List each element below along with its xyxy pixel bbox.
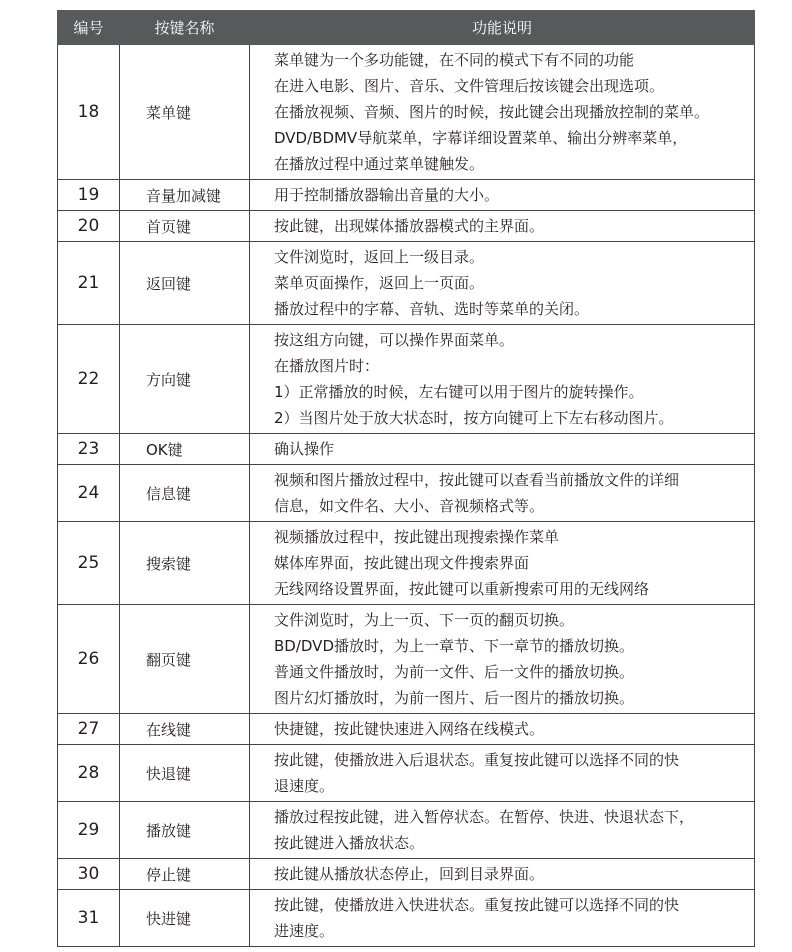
description-line: 无线网络设置界面，按此键可以重新搜索可用的无线网络 bbox=[274, 580, 650, 598]
row-number: 27 bbox=[58, 714, 120, 745]
description-line: 按此键，出现媒体播放器模式的主界面。 bbox=[274, 217, 545, 235]
description-line: 在播放视频、音频、图片的时候，按此键会出现播放控制的菜单。 bbox=[274, 103, 710, 121]
table-row bbox=[58, 211, 755, 242]
row-number: 28 bbox=[58, 745, 120, 802]
description-line: 在进入电影、图片、音乐、文件管理后按该键会出现选项。 bbox=[274, 77, 665, 95]
key-name: 返回键 bbox=[120, 242, 250, 325]
description-line: 播放过程按此键，进入暂停状态。在暂停、快进、快退状态下， bbox=[274, 808, 695, 826]
description-line: 进速度。 bbox=[274, 922, 335, 940]
key-name: 方向键 bbox=[120, 325, 250, 434]
row-number: 20 bbox=[58, 211, 120, 242]
description-line: 确认操作 bbox=[274, 440, 335, 458]
description-line: 播放过程中的字幕、音轨、选时等菜单的关闭。 bbox=[274, 300, 590, 318]
key-name: 快进键 bbox=[120, 890, 250, 947]
key-description bbox=[250, 211, 755, 242]
description-line: 按此键，使播放进入后退状态。重复按此键可以选择不同的快 bbox=[274, 751, 680, 769]
description-line: 1）正常播放的时候，左右键可以用于图片的旋转操作。 bbox=[274, 383, 644, 401]
key-description bbox=[250, 45, 755, 180]
description-line: 文件浏览时，返回上一级目录。 bbox=[274, 248, 485, 266]
table-row bbox=[58, 242, 755, 325]
row-number: 24 bbox=[58, 465, 120, 522]
key-description bbox=[250, 465, 755, 522]
table-row bbox=[58, 180, 755, 211]
table-row bbox=[58, 859, 755, 890]
table-row bbox=[58, 605, 755, 714]
key-name: OK键 bbox=[120, 434, 250, 465]
key-name: 首页键 bbox=[120, 211, 250, 242]
row-number: 21 bbox=[58, 242, 120, 325]
key-name: 停止键 bbox=[120, 859, 250, 890]
description-line: 2）当图片处于放大状态时，按方向键可上下左右移动图片。 bbox=[274, 409, 674, 427]
table-body bbox=[58, 45, 755, 947]
key-name: 翻页键 bbox=[120, 605, 250, 714]
description-line: 信息，如文件名、大小、音视频格式等。 bbox=[274, 497, 545, 515]
table-row bbox=[58, 522, 755, 605]
description-line: 普通文件播放时，为前一文件、后一文件的播放切换。 bbox=[274, 663, 635, 681]
key-description bbox=[250, 890, 755, 947]
description-line: 在播放图片时： bbox=[274, 357, 380, 375]
description-line: 退速度。 bbox=[274, 777, 335, 795]
row-number: 31 bbox=[58, 890, 120, 947]
row-number: 29 bbox=[58, 802, 120, 859]
row-number: 22 bbox=[58, 325, 120, 434]
table-row bbox=[58, 325, 755, 434]
table-row bbox=[58, 714, 755, 745]
description-line: 用于控制播放器输出音量的大小。 bbox=[274, 186, 500, 204]
key-name: 快退键 bbox=[120, 745, 250, 802]
description-line: 视频和图片播放过程中，按此键可以查看当前播放文件的详细 bbox=[274, 471, 680, 489]
row-number: 19 bbox=[58, 180, 120, 211]
description-line: 按此键，使播放进入快进状态。重复按此键可以选择不同的快 bbox=[274, 896, 680, 914]
description-line: BD/DVD播放时，为上一章节、下一章节的播放切换。 bbox=[274, 637, 634, 655]
description-line: 媒体库界面，按此键出现文件搜索界面 bbox=[274, 554, 530, 572]
description-line: 图片幻灯播放时，为前一图片、后一图片的播放切换。 bbox=[274, 689, 635, 707]
row-number: 18 bbox=[58, 45, 120, 180]
row-number: 25 bbox=[58, 522, 120, 605]
header-key-name: 按键名称 bbox=[120, 11, 250, 45]
key-name: 信息键 bbox=[120, 465, 250, 522]
key-name: 搜索键 bbox=[120, 522, 250, 605]
key-description bbox=[250, 522, 755, 605]
key-description bbox=[250, 745, 755, 802]
key-description bbox=[250, 714, 755, 745]
description-line: DVD/BDMV导航菜单，字幕详细设置菜单、输出分辨率菜单， bbox=[274, 129, 688, 147]
key-description bbox=[250, 325, 755, 434]
key-description bbox=[250, 605, 755, 714]
key-description bbox=[250, 180, 755, 211]
key-name: 播放键 bbox=[120, 802, 250, 859]
key-description bbox=[250, 802, 755, 859]
row-number: 30 bbox=[58, 859, 120, 890]
table-row bbox=[58, 802, 755, 859]
description-line: 文件浏览时，为上一页、下一页的翻页切换。 bbox=[274, 611, 575, 629]
table-row bbox=[58, 745, 755, 802]
description-line: 在播放过程中通过菜单键触发。 bbox=[274, 155, 485, 173]
key-name: 菜单键 bbox=[120, 45, 250, 180]
description-line: 快捷键，按此键快速进入网络在线模式。 bbox=[274, 720, 545, 738]
row-number: 23 bbox=[58, 434, 120, 465]
description-line: 菜单键为一个多功能键，在不同的模式下有不同的功能 bbox=[274, 51, 635, 69]
table-row bbox=[58, 45, 755, 180]
description-line: 菜单页面操作，返回上一页面。 bbox=[274, 274, 485, 292]
table-header-row bbox=[58, 11, 755, 45]
table-row bbox=[58, 434, 755, 465]
description-line: 按此键从播放状态停止，回到目录界面。 bbox=[274, 865, 545, 883]
key-name: 在线键 bbox=[120, 714, 250, 745]
key-description bbox=[250, 242, 755, 325]
description-line: 按此键进入播放状态。 bbox=[274, 834, 425, 852]
key-description bbox=[250, 434, 755, 465]
key-description bbox=[250, 859, 755, 890]
table-row bbox=[58, 465, 755, 522]
row-number: 26 bbox=[58, 605, 120, 714]
header-number: 编号 bbox=[58, 11, 120, 45]
description-line: 视频播放过程中，按此键出现搜索操作菜单 bbox=[274, 528, 560, 546]
key-name: 音量加减键 bbox=[120, 180, 250, 211]
description-line: 按这组方向键，可以操作界面菜单。 bbox=[274, 331, 515, 349]
table-row bbox=[58, 890, 755, 947]
remote-key-table bbox=[57, 10, 755, 947]
header-description: 功能说明 bbox=[250, 11, 755, 45]
